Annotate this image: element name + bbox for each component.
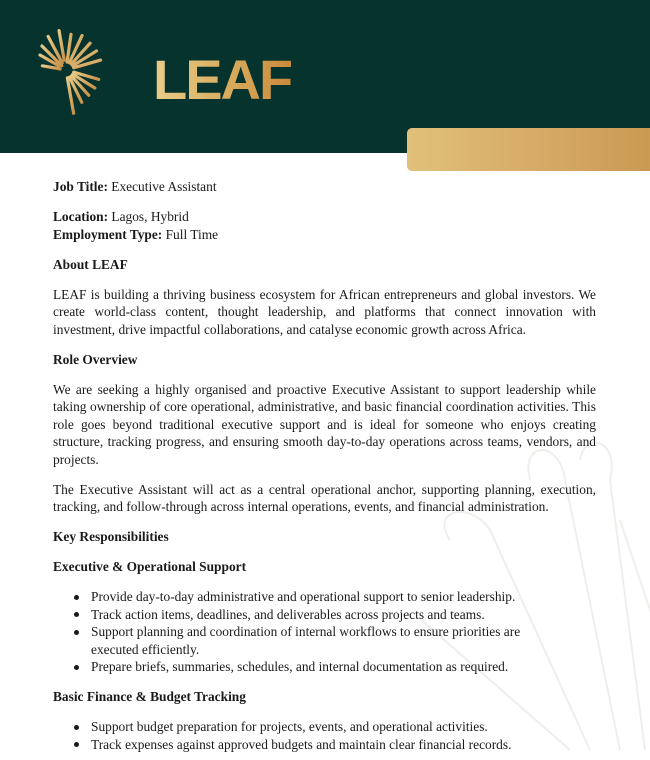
leaf-logo: [30, 22, 292, 122]
executive-support-list: [53, 588, 596, 676]
list-item: Support budget preparation for projects, events, and operational activities.: [53, 718, 596, 736]
about-heading-text: About LEAF: [53, 256, 128, 272]
role-overview-paragraph-2: The Executive Assistant will act as a central operational anchor, supporting planning, execution, tracking, and follow-through across internal operations, events, and financial administration.: [53, 481, 596, 514]
location-value: Lagos, Hybrid: [111, 209, 189, 224]
employment-type-value: Full Time: [165, 226, 219, 242]
section-heading-text: Basic Finance & Budget Tracking: [53, 689, 246, 704]
job-title-line: [53, 178, 596, 196]
section-heading-executive-support: [53, 558, 596, 576]
job-title-label: Job Title:: [53, 179, 108, 194]
finance-list: [53, 718, 596, 753]
employment-type-line: [53, 226, 596, 244]
key-responsibilities-heading-text: Key Responsibilities: [53, 529, 169, 544]
job-description: [53, 178, 596, 753]
list-item: Track expenses against approved budgets and maintain clear financial records.: [53, 736, 596, 754]
section-heading-finance: [53, 688, 596, 706]
role-overview-heading: [53, 351, 596, 369]
gold-accent-bar: [407, 128, 650, 171]
list-item: Support planning and coordination of internal workflows to ensure priorities are executed efficiently.: [53, 623, 596, 658]
role-overview-heading-text: Role Overview: [53, 351, 138, 367]
brand-wordmark: LEAF: [153, 48, 292, 111]
section-heading-text: Executive & Operational Support: [53, 559, 247, 574]
list-item: Prepare briefs, summaries, schedules, and internal documentation as required.: [53, 658, 596, 676]
role-overview-paragraph-1: We are seeking a highly organised and proactive Executive Assistant to support leadership while taking ownership of core operational, administrative, and basic financial coordination activities. This role goes beyond traditional executive support and is ideal for someone who enjoys creating structure, tracking progress, and ensuring smooth day-to-day operations across teams, vendors, and projects.: [53, 381, 596, 467]
employment-type-label: Employment Type:: [53, 226, 163, 242]
list-item: Provide day-to-day administrative and operational support to senior leadership.: [53, 588, 596, 606]
key-responsibilities-heading: [53, 528, 596, 546]
job-title-value: Executive Assistant: [111, 179, 217, 194]
sunburst-africa-icon: [30, 22, 120, 122]
about-text: LEAF is building a thriving business ecosystem for African entrepreneurs and global investors. We create world-class content, thought leadership, and platforms that connect innovation with investment, drive impactful collaborations, and catalyse economic growth across Africa.: [53, 286, 596, 337]
about-heading: [53, 256, 596, 274]
list-item: Track action items, deadlines, and deliverables across projects and teams.: [53, 606, 596, 624]
location-line: [53, 208, 596, 226]
location-label: Location:: [53, 209, 109, 224]
